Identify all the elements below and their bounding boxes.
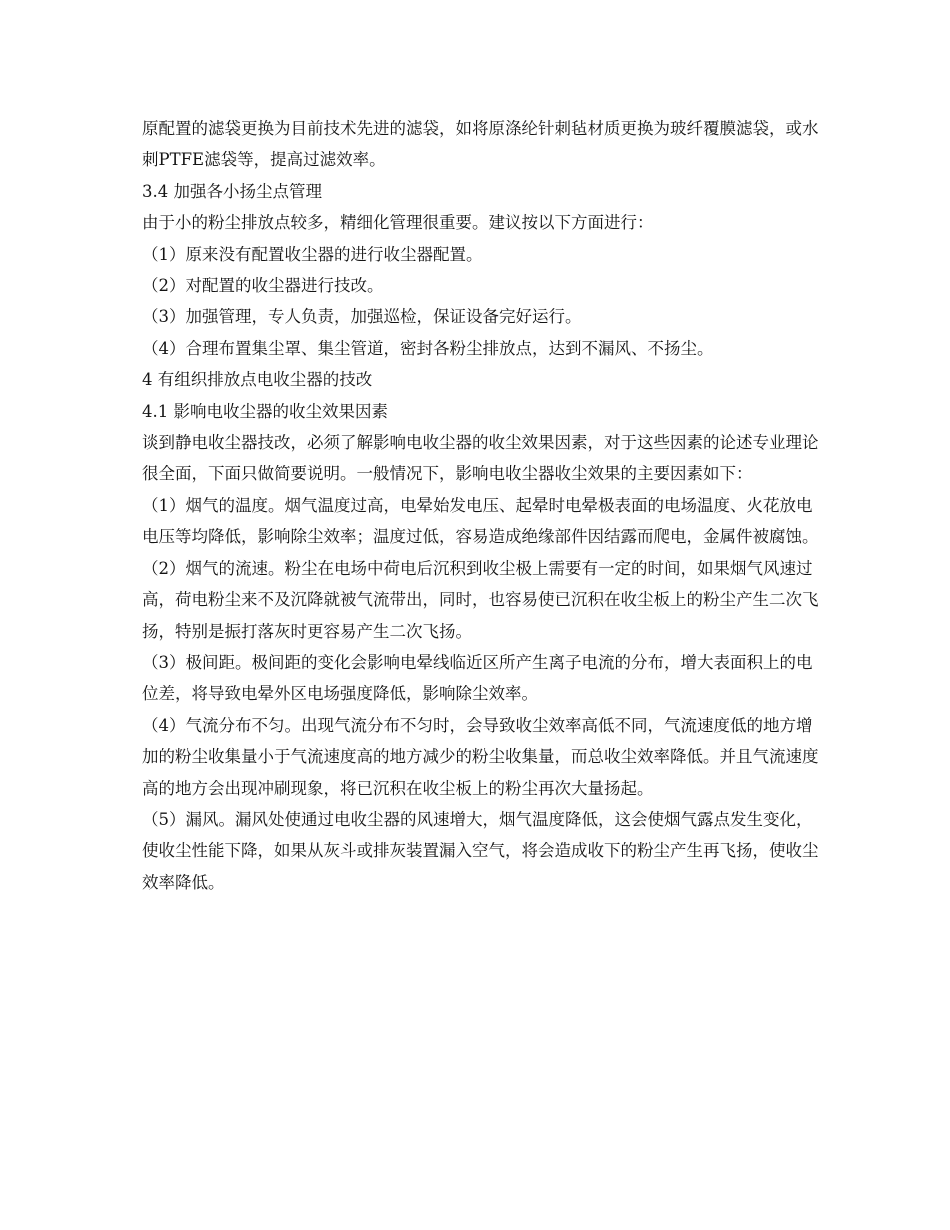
paragraph-dust-points-intro: 由于小的粉尘排放点较多，精细化管理很重要。建议按以下方面进行： [142,213,654,233]
heading-4: 4 有组织排放点电收尘器的技改 [142,370,373,390]
document-body [142,113,822,898]
factor-item-airflow-distribution: （4）气流分布不匀。出现气流分布不匀时，会导致收尘效率高低不同，气流速度低的地方增加的粉尘收集量小于气流速度高的地方减少的粉尘收集量，而总收尘效率降低。并且气流速度高的地方会出现冲刷现象，将已沉积在收尘板上的粉尘再次大量扬起。 [142,715,819,798]
factor-item-electrode-spacing: （3）极间距。极间距的变化会影响电晕线临近区所产生离子电流的分布，增大表面积上的电位差，将导致电晕外区电场强度降低，影响除尘效率。 [142,652,813,704]
list-item-2: （2）对配置的收尘器进行技改。 [142,276,384,296]
factor-item-air-leakage: （5）漏风。漏风处使通过电收尘器的风速增大，烟气温度降低，这会使烟气露点发生变化，使收尘性能下降，如果从灰斗或排灰装置漏入空气，将会造成收下的粉尘产生再飞扬，使收尘效率降低。 [142,809,819,892]
heading-4-1: 4.1 影响电收尘器的收尘效果因素 [142,401,388,421]
list-item-4: （4）合理布置集尘罩、集尘管道，密封各粉尘排放点，达到不漏风、不扬尘。 [142,338,714,358]
paragraph-filter-bag-replacement: 原配置的滤袋更换为目前技术先进的滤袋，如将原涤纶针刺毡材质更换为玻纤覆膜滤袋，或水刺PTFE滤袋等，提高过滤效率。 [142,119,819,170]
list-item-1: （1）原来没有配置收尘器的进行收尘器配置。 [142,244,483,264]
factor-item-temperature: （1）烟气的温度。烟气温度过高，电晕始发电压、起晕时电晕极表面的电场温度、火花放电电压等均降低，影响除尘效率；温度过低，容易造成绝缘部件因结露而爬电，金属件被腐蚀。 [142,495,819,547]
factor-item-flow-velocity: （2）烟气的流速。粉尘在电场中荷电后沉积到收尘极上需要有一定的时间，如果烟气风速过高，荷电粉尘来不及沉降就被气流带出，同时，也容易使已沉积在收尘板上的粉尘产生二次飞扬，特别是振打落灰时更容易产生二次飞扬。 [142,558,819,641]
paragraph-factors-intro: 谈到静电收尘器技改，必须了解影响电收尘器的收尘效果因素，对于这些因素的论述专业理论很全面，下面只做简要说明。一般情况下，影响电收尘器收尘效果的主要因素如下： [142,433,819,484]
heading-3-4: 3.4 加强各小扬尘点管理 [142,181,322,201]
list-item-3: （3）加强管理，专人负责，加强巡检，保证设备完好运行。 [142,307,582,327]
